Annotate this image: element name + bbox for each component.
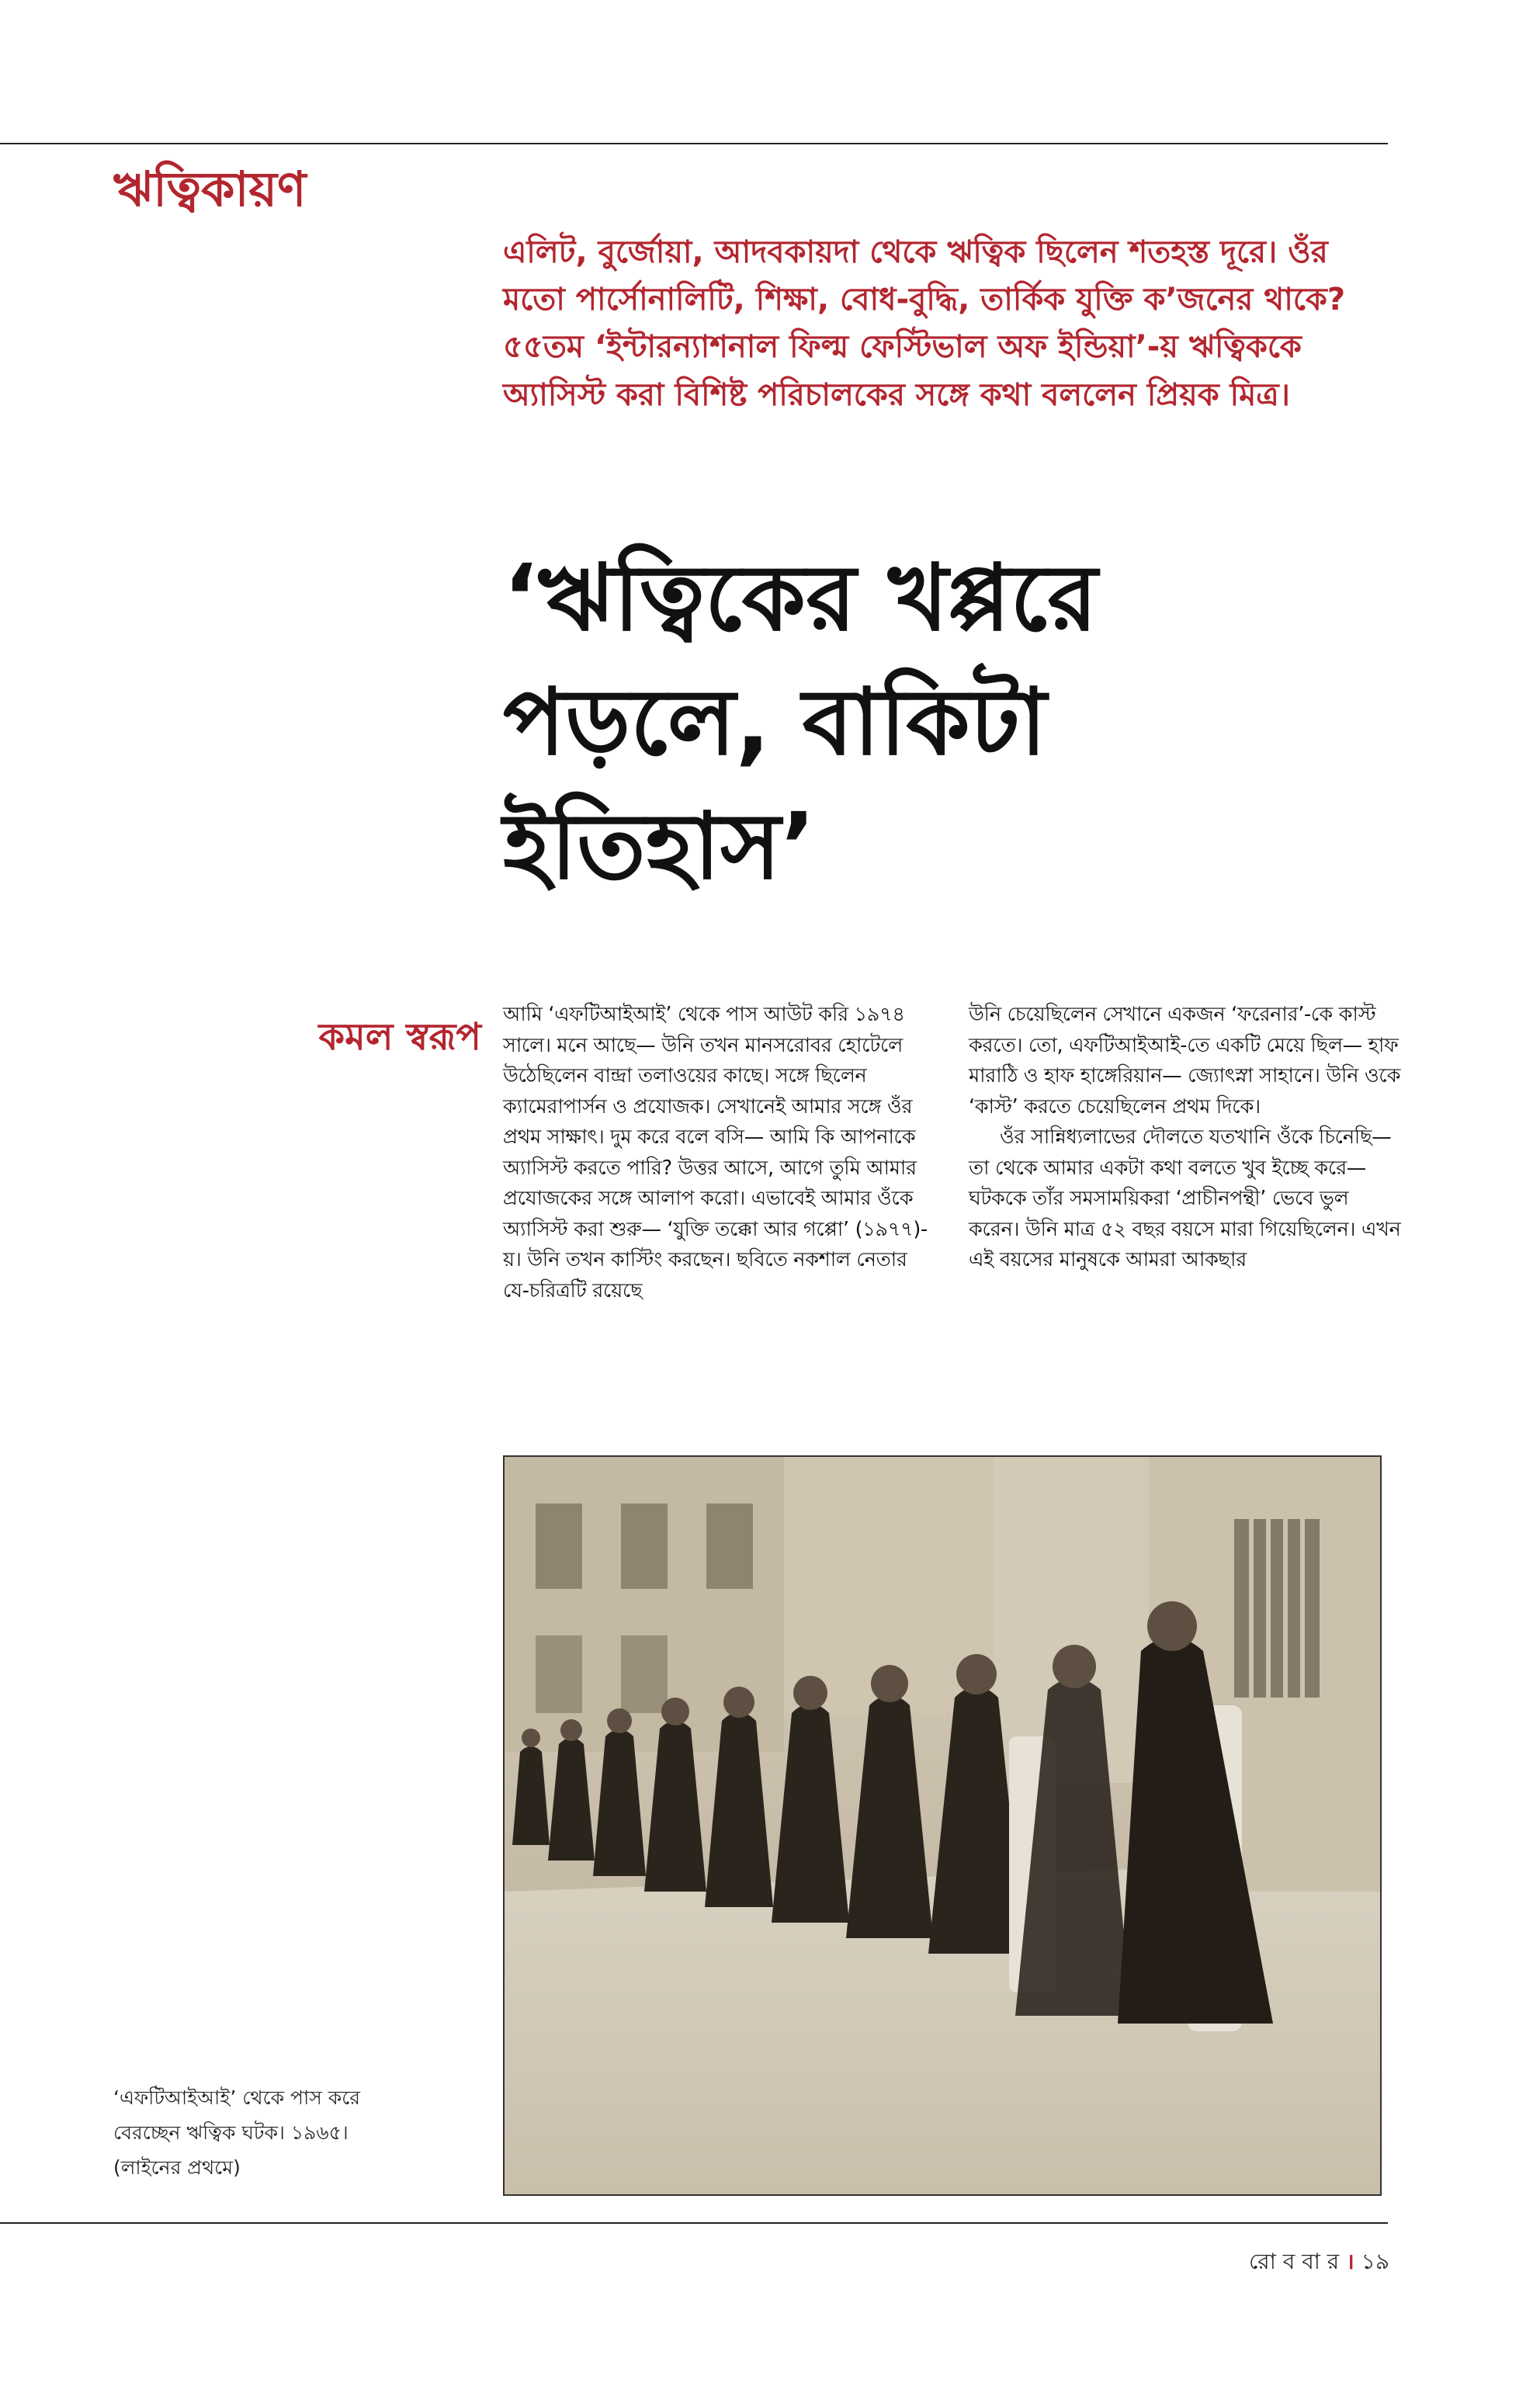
body-paragraph: আমি ‘এফটিআইআই’ থেকে পাস আউট করি ১৯৭৪ সালে। মনে আছে— উনি তখন মানসরোবর হোটেলে উঠেছিলেন বান্দ্রা তলাওয়ের কাছে। সঙ্গে ছিলেন ক্যামেরাপার্সন ও প্রযোজক। সেখানেই আমার সঙ্গে ওঁর প্রথম সাক্ষাৎ। দুম করে বলে বসি— আমি কি আপনাকে অ্যাসিস্ট করতে পারি? উত্তর আসে, আগে তুমি আমার প্রযোজকের সঙ্গে আলাপ করো। এভাবেই আমার ওঁকে অ্যাসিস্ট করা শুরু— ‘যুক্তি তক্কো আর গপ্পো’ (১৯৭৭)-য়। উনি তখন কাস্টিং করছেন। ছবিতে নকশাল নেতার যে-চরিত্রটি রয়েছে — [503, 1003, 928, 1302]
headline — [503, 536, 1419, 908]
caption-line-1: ‘এফটিআইআই’ থেকে পাস করে — [113, 2086, 361, 2109]
caption-line-2: বেরচ্ছেন ঋত্বিক ঘটক। ১৯৬৫। — [113, 2121, 349, 2144]
photo-graduation-procession — [503, 1455, 1382, 2196]
photo-illustration — [505, 1457, 1380, 2194]
headline-line-1: ‘ঋত্বিকের খপ্পরে — [503, 544, 1098, 651]
footer-separator: । — [1346, 2249, 1354, 2274]
intro-standfirst: এলিট, বুর্জোয়া, আদবকায়দা থেকে ঋত্বিক ছিলেন শতহস্ত দূরে। ওঁর মতো পার্সোনালিটি, শিক্ষা, বোধ-বুদ্ধি, তার্কিক যুক্তি ক’জনের থাকে? ৫৫তম ‘ইন্টারন্যাশনাল ফিল্ম ফেস্টিভাল অফ ইন্ডিয়া’-য় ঋত্বিককে অ্যাসিস্ট করা বিশিষ্ট পরিচালকের সঙ্গে কথা বললেন প্রিয়ক মিত্র। — [503, 234, 1346, 413]
magazine-name: রো ব বা র — [1248, 2249, 1340, 2274]
caption-line-3: (লাইনের প্রথমে) — [113, 2156, 241, 2179]
photo-caption — [113, 2080, 439, 2185]
page-number: ১৯ — [1361, 2249, 1389, 2274]
body-paragraph: ওঁর সান্নিধ্যলাভের দৌলতে যতখানি ওঁকে চিনেছি— তা থেকে আমার একটা কথা বলতে খুব ইচ্ছে করে— ঘটককে তাঁর সমসাময়িকরা ‘প্রাচীনপন্থী’ ভেবে ভুল করেন। উনি মাত্র ৫২ বছর বয়সে মারা গিয়েছিলেন। এখন এই বয়সের মানুষকে আমরা আকছার — [969, 1125, 1401, 1271]
body-column-1 — [503, 1000, 938, 1306]
headline-line-3: ইতিহাস’ — [503, 792, 816, 900]
bottom-rule — [0, 2222, 1388, 2224]
page-footer — [1188, 2245, 1389, 2281]
body-paragraph: উনি চেয়েছিলেন সেখানে একজন ‘ফরেনার’-কে কাস্ট করতে। তো, এফটিআইআই-তে একটি মেয়ে ছিল— হাফ মারাঠি ও হাফ হাঙ্গেরিয়ান— জ্যোৎস্না সাহানে। উনি ওকে ‘কাস্ট’ করতে চেয়েছিলেন প্রথম দিকে। — [969, 1003, 1401, 1118]
body-column-2 — [969, 1000, 1403, 1276]
top-rule — [0, 143, 1388, 144]
headline-line-2: পড়লে, বাকিটা — [503, 668, 1047, 775]
section-label: ঋত্বিকায়ণ — [113, 161, 307, 217]
author-byline: কমল স্বরূপ — [318, 1015, 481, 1059]
